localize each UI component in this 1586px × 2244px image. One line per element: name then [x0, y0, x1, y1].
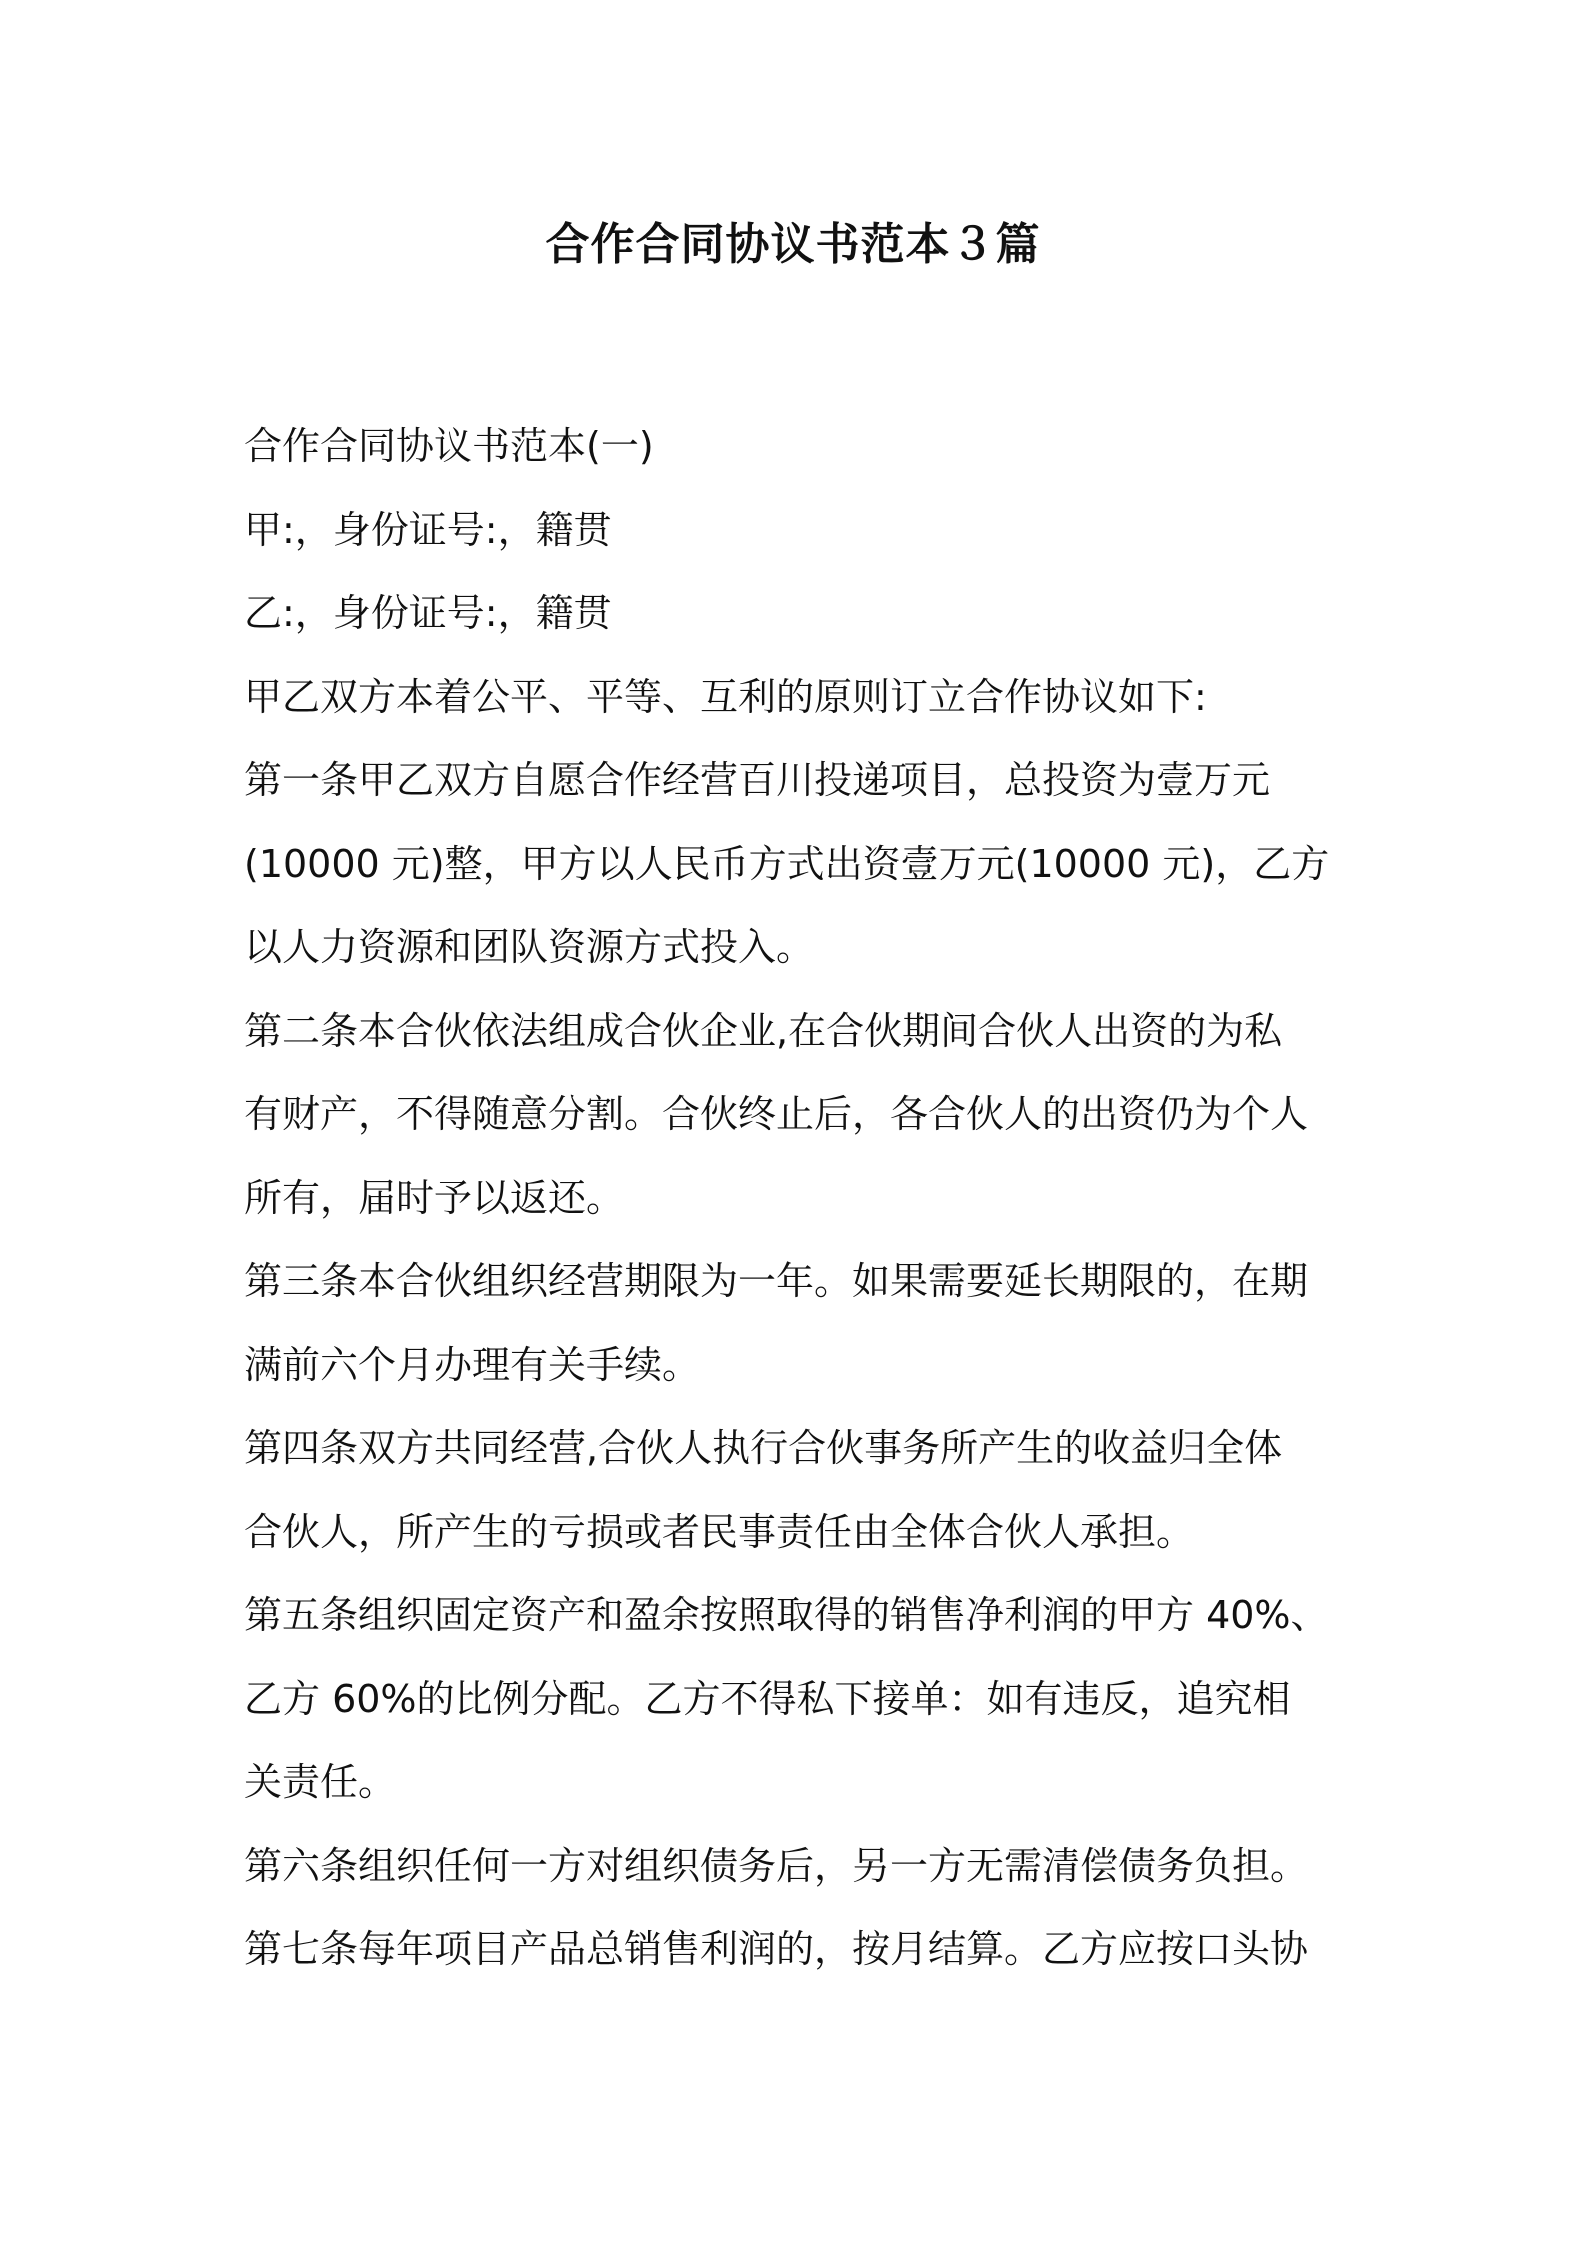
article-1-line-2: (10000 元)整，甲方以人民币方式出资壹万元(10000 元)，乙方	[244, 841, 1330, 886]
article-1-line-3: 以人力资源和团队资源方式投入。	[244, 925, 815, 969]
article-6-line-1: 第六条组织任何一方对组织债务后，另一方无需清偿债务负担。	[244, 1843, 1309, 1888]
article-1-line-1: 第一条甲乙双方自愿合作经营百川投递项目，总投资为壹万元	[244, 758, 1271, 802]
article-4-line-1: 第四条双方共同经营,合伙人执行合伙事务所产生的收益归全体	[244, 1426, 1283, 1470]
preamble-line: 甲乙双方本着公平、平等、互利的原则订立合作协议如下:	[244, 674, 1207, 719]
article-4-line-2: 合伙人，所产生的亏损或者民事责任由全体合伙人承担。	[244, 1509, 1195, 1554]
document-body	[244, 405, 1354, 1992]
article-7-line-1: 第七条每年项目产品总销售利润的，按月结算。乙方应按口头协	[244, 1927, 1309, 1971]
article-5-line-3: 关责任。	[244, 1760, 397, 1804]
article-3-line-2: 满前六个月办理有关手续。	[244, 1342, 701, 1387]
article-2-line-1: 第二条本合伙依法组成合伙企业,在合伙期间合伙人出资的为私	[244, 1008, 1283, 1053]
article-5-line-1: 第五条组织固定资产和盈余按照取得的销售净利润的甲方 40%、	[244, 1593, 1329, 1637]
section-heading: 合作合同协议书范本(一)	[244, 424, 654, 468]
article-3-line-1: 第三条本合伙组织经营期限为一年。如果需要延长期限的，在期	[244, 1259, 1309, 1303]
party-a-line: 甲:，身份证号:，籍贯	[244, 507, 612, 552]
party-b-line: 乙:，身份证号:，籍贯	[244, 591, 612, 635]
article-2-line-2: 有财产，不得随意分割。合伙终止后，各合伙人的出资仍为个人	[244, 1092, 1309, 1136]
document-title: 合作合同协议书范本３篇	[545, 219, 1041, 270]
article-5-line-2: 乙方 60%的比例分配。乙方不得私下接单：如有违反，追究相	[244, 1676, 1291, 1721]
article-2-line-3: 所有，届时予以返还。	[244, 1175, 625, 1220]
